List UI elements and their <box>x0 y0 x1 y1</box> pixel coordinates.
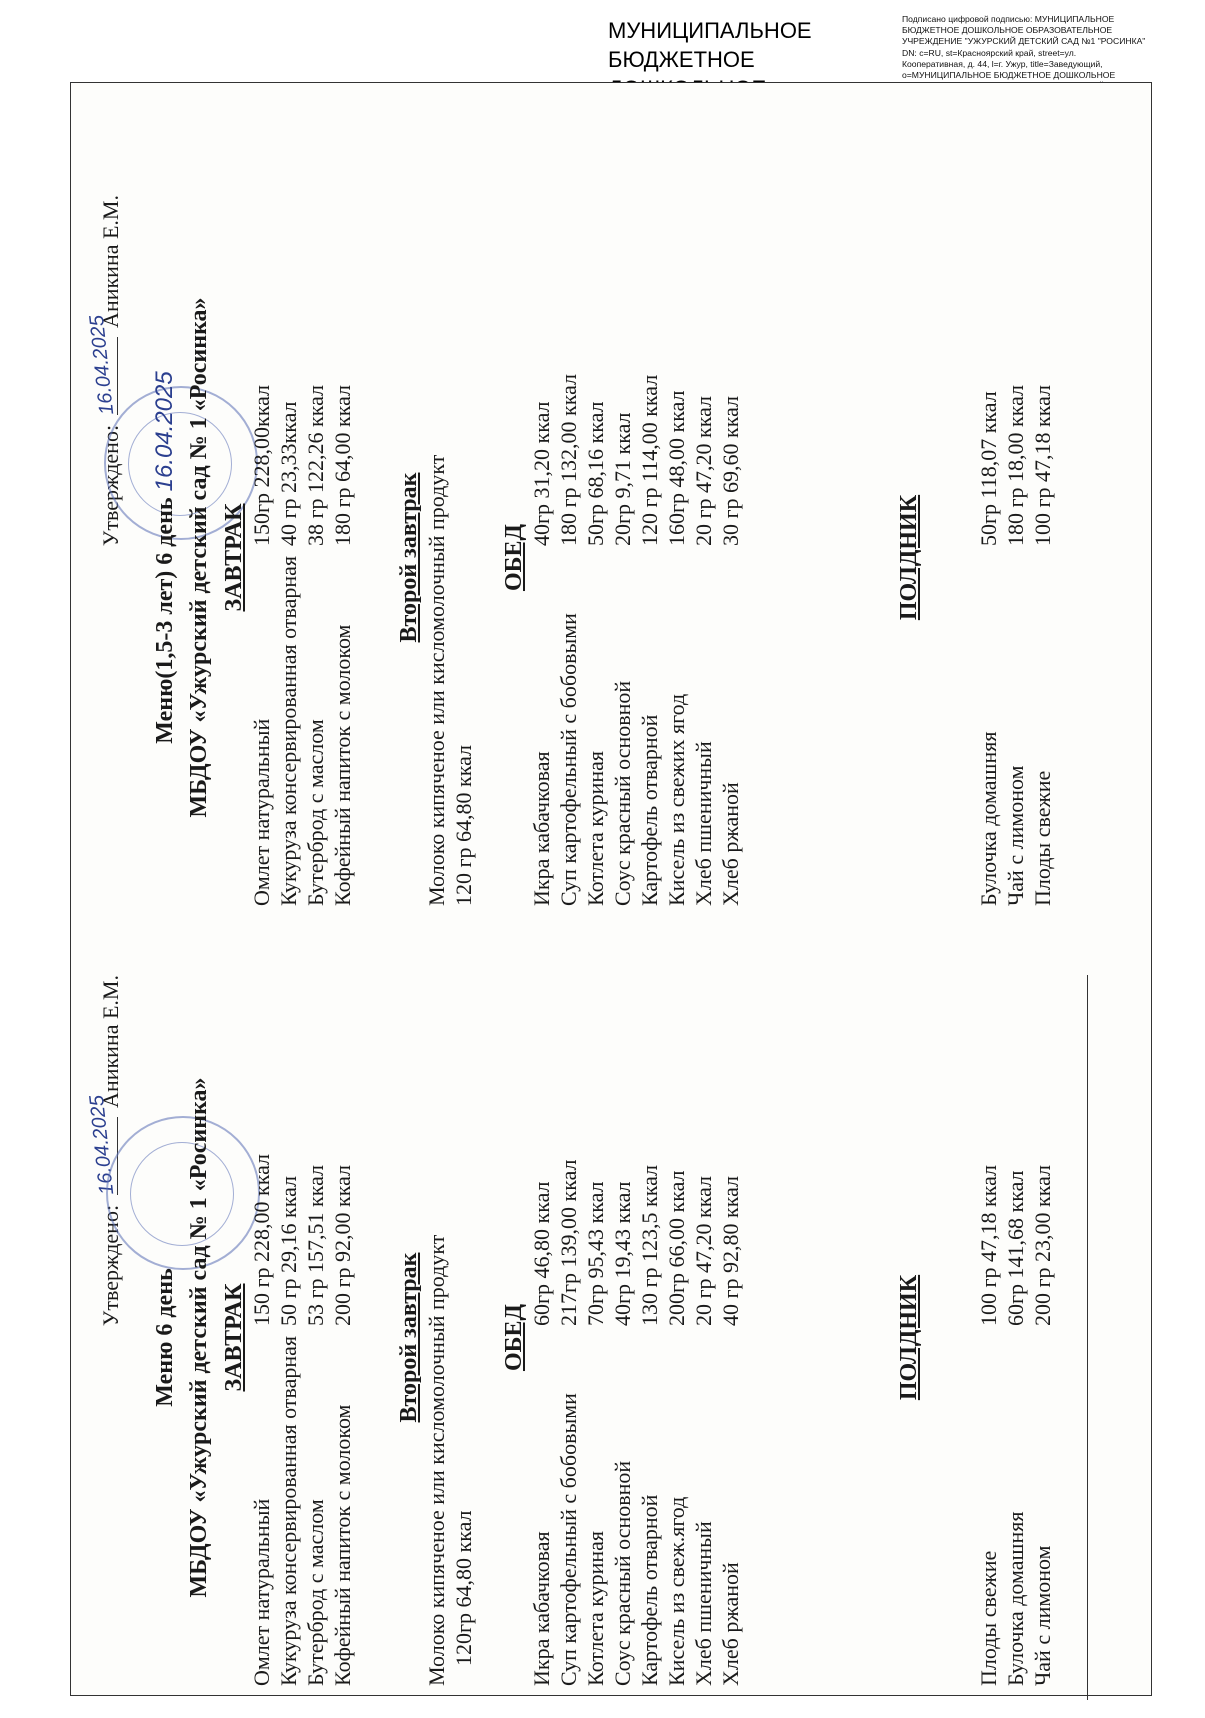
menu-row: Хлеб пшеничный 20 гр 47,20 ккал <box>691 395 716 906</box>
breakfast-section <box>221 209 356 906</box>
menu-row: Хлеб ржаной 30 гр 69,60 ккал <box>718 395 743 906</box>
menu-row: Кисель из свежих ягод 160гр 48,00 ккал <box>664 390 689 906</box>
signature-line <box>85 314 119 417</box>
lunch-section <box>501 989 744 1686</box>
menu-row: Плоды свежие 100 гр 47,18 ккал <box>1030 384 1055 906</box>
section-title: Второй завтрак <box>396 1252 422 1423</box>
signature-line: БЮДЖЕТНОЕ ДОШКОЛЬНОЕ ОБРАЗОВАТЕЛЬНОЕ <box>902 25 1113 36</box>
menu-row: Картофель отварной 120 гр 114,00 ккал <box>637 374 662 906</box>
breakfast-section <box>221 989 356 1686</box>
menu-title <box>148 195 216 920</box>
menu-row: Плоды свежие 100 гр 47,18 ккал <box>976 1164 1001 1686</box>
signature-line: УЧРЕЖДЕНИЕ "УЖУРСКИЙ ДЕТСКИЙ САД №1 "РОСИНКА" <box>902 36 1146 47</box>
menu-row: 120гр 64,80 ккал <box>451 1510 476 1666</box>
menu-row: Кофейный напиток с молоком 180 гр 64,00 ккал <box>330 384 355 906</box>
signature-line: Кооперативная, д. 44, l=г. Ужур, title=Заведующий, <box>902 58 1103 69</box>
section-title: ОБЕД <box>501 523 527 592</box>
menu-title-line: МБДОУ «Ужурский детский сад № 1 «Росинка» <box>186 297 212 818</box>
menu-row: Омлет натуральный 150 гр 228,00 ккал <box>249 1153 274 1686</box>
handwritten-date: 16.04.2025 <box>85 314 119 417</box>
menu-row: Кофейный напиток с молоком 200 гр 92,00 ккал <box>330 1164 355 1686</box>
menu-row: Бутерброд с маслом 38 гр 122,26 ккал <box>303 384 328 906</box>
menu-row: Булочка домашняя 60гр 141,68 ккал <box>1003 1170 1028 1686</box>
section-title: ОБЕД <box>501 1303 527 1372</box>
menu-title <box>148 975 216 1700</box>
signature-line: Подписано цифровой подписью: МУНИЦИПАЛЬНОЕ <box>902 14 1115 24</box>
lunch-section <box>501 209 744 906</box>
menu-row: Икра кабачковая 60гр 46,80 ккал <box>529 1181 554 1686</box>
menu-row: Омлет натуральный 150гр 228,00ккал <box>249 384 274 906</box>
signature-line: o=МУНИЦИПАЛЬНОЕ БЮДЖЕТНОЕ ДОШКОЛЬНОЕ <box>902 70 1116 81</box>
menu-row: Соус красный основной 20гр 9,71 ккал <box>610 412 635 906</box>
section-title: ЗАВТРАК <box>221 1283 247 1392</box>
menu-row: Соус красный основной 40гр 19,43 ккал <box>610 1181 635 1686</box>
section-title: ЗАВТРАК <box>221 503 247 612</box>
section-title: ПОЛДНИК <box>896 1274 922 1401</box>
menu-row: Бутерброд с маслом 53 гр 157,51 ккал <box>303 1164 328 1686</box>
menu-row: Хлеб пшеничный 20 гр 47,20 ккал <box>691 1175 716 1686</box>
snack-section <box>896 209 1056 906</box>
section-title: ПОЛДНИК <box>896 494 922 621</box>
signature-line: DN: c=RU, st=Красноярский край, street=ул. <box>902 47 1077 58</box>
menu-row: Кукуруза консервированная отварная 50 гр 29,16 ккал <box>276 1175 301 1686</box>
menu-row: Суп картофельный с бобовыми 217гр 139,00 ккал <box>556 1159 581 1686</box>
section-title: Второй завтрак <box>396 472 422 643</box>
menu-row: Суп картофельный с бобовыми 180 гр 132,00 ккал <box>556 373 581 906</box>
menu-row: Котлета куриная 50гр 68,16 ккал <box>583 401 608 906</box>
menu-panel-standard <box>85 975 1088 1700</box>
menu-panel-toddler <box>85 195 1088 920</box>
menu-row: Чай с лимоном 200 гр 23,00 ккал <box>1030 1164 1055 1686</box>
org-line: БЮДЖЕТНОЕ <box>608 47 755 72</box>
handwritten-date: 16.04.2025 <box>85 1094 119 1197</box>
menu-row: Кисель из свеж.ягод 200гр 66,00 ккал <box>664 1170 689 1686</box>
org-line: МУНИЦИПАЛЬНОЕ <box>608 18 812 43</box>
menu-row: Молоко кипяченое или кисломолочный продукт <box>424 454 449 906</box>
snack-section <box>896 989 1056 1686</box>
menu-row: Чай с лимоном 180 гр 18,00 ккал <box>1003 384 1028 906</box>
second-breakfast-section <box>396 989 477 1686</box>
menu-row: Кукуруза консервированная отварная 40 гр 23,33ккал <box>276 401 301 906</box>
handwritten-date: 16.04.2025 <box>151 371 178 492</box>
menu-row: Хлеб ржаной 40 гр 92,80 ккал <box>718 1175 743 1686</box>
menu-row: Булочка домашняя 50гр 118,07 ккал <box>976 391 1001 906</box>
approval-label: Утверждено: <box>98 1204 123 1327</box>
approver-name: Аникина Е.М. <box>98 195 123 328</box>
menu-row: 120 гр 64,80 ккал <box>451 744 476 906</box>
approval-label: Утверждено: <box>98 424 123 547</box>
second-breakfast-section <box>396 209 477 906</box>
menu-row: Котлета куриная 70гр 95,43 ккал <box>583 1181 608 1686</box>
approver-name: Аникина Е.М. <box>98 975 123 1108</box>
menu-title-line: Меню(1,5-3 лет) 6 день 16.04.2025 <box>151 371 178 744</box>
menu-row: Молоко кипяченое или кисломолочный продукт <box>424 1234 449 1686</box>
menu-title-line: Меню 6 день <box>152 1268 178 1407</box>
menu-title-line: МБДОУ «Ужурский детский сад № 1 «Росинка» <box>186 1077 212 1598</box>
menu-row: Картофель отварной 130 гр 123,5 ккал <box>637 1164 662 1686</box>
menu-row: Икра кабачковая 40гр 31,20 ккал <box>529 401 554 906</box>
